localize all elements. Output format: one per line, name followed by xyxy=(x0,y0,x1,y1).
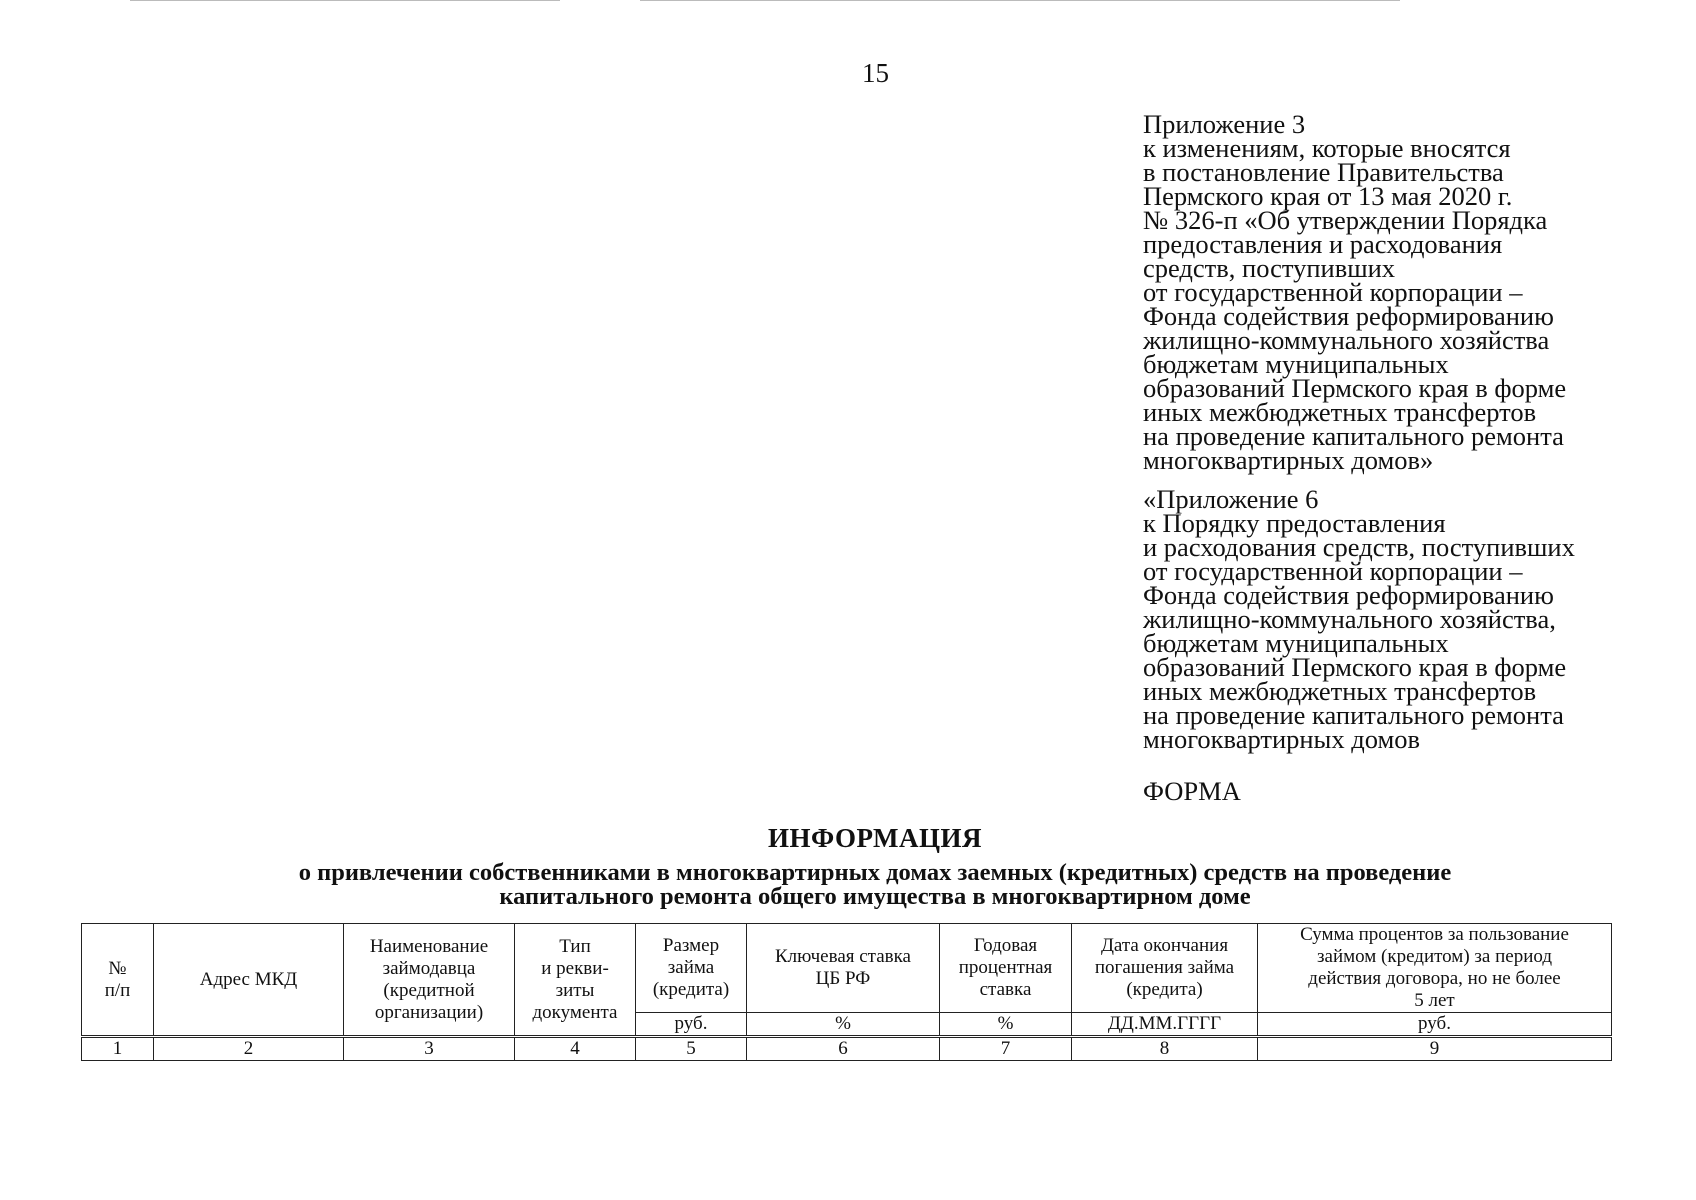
header-cell-annual-rate: Годовая процентная ставка xyxy=(940,924,1072,1013)
header-cell-end-date: Дата окончания погашения займа (кредита) xyxy=(1072,924,1258,1013)
annex-intro-line: предоставления и расходования xyxy=(1143,229,1503,259)
table-header-row xyxy=(82,924,1612,1013)
column-number-cell: 7 xyxy=(940,1037,1072,1061)
unit-cell: руб. xyxy=(1258,1013,1612,1037)
document-title: ИНФОРМАЦИЯ xyxy=(768,823,982,853)
annex-main-line: и расходования средств, поступивших xyxy=(1143,532,1575,562)
column-number-cell: 9 xyxy=(1258,1037,1612,1061)
subtitle-line-2: капитального ремонта общего имущества в многоквартирном доме xyxy=(499,883,1251,910)
scan-edge-mark xyxy=(640,0,1400,1)
unit-cell: % xyxy=(747,1013,940,1037)
annex-intro-line: в постановление Правительства xyxy=(1143,157,1504,187)
annex-intro-line: многоквартирных домов» xyxy=(1143,445,1434,475)
annex-intro-line: № 326-п «Об утверждении Порядка xyxy=(1143,205,1548,235)
annex-intro-line: от государственной корпорации – xyxy=(1143,277,1523,307)
column-number-cell: 3 xyxy=(344,1037,515,1061)
header-cell-address: Адрес МКД xyxy=(154,924,344,1037)
unit-cell: % xyxy=(940,1013,1072,1037)
column-number-cell: 6 xyxy=(747,1037,940,1061)
header-cell-interest-sum: Сумма процентов за пользование займом (кредитом) за период действия договора, но не более 5 лет xyxy=(1258,924,1612,1013)
annex-main-line: иных межбюджетных трансфертов xyxy=(1143,676,1537,706)
annex-intro-line: Пермского края от 13 мая 2020 г. xyxy=(1143,181,1513,211)
annex-intro-line: Фонда содействия реформированию xyxy=(1143,301,1554,331)
header-cell-loan-size: Размер займа (кредита) xyxy=(636,924,747,1013)
annex-main-line: от государственной корпорации – xyxy=(1143,556,1523,586)
subtitle-line-1: о привлечении собственниками в многоквартирных домах заемных (кредитных) средств на проведение xyxy=(298,859,1452,886)
info-table xyxy=(81,923,1612,1061)
page-number: 15 xyxy=(862,58,889,88)
table-column-numbers-row xyxy=(82,1037,1612,1061)
column-number-cell: 1 xyxy=(82,1037,154,1061)
annex-intro-block xyxy=(1143,109,1683,475)
annex-main-line: образований Пермского края в форме xyxy=(1143,652,1567,682)
annex-intro-line: иных межбюджетных трансфертов xyxy=(1143,397,1537,427)
column-number-cell: 2 xyxy=(154,1037,344,1061)
column-number-cell: 4 xyxy=(515,1037,636,1061)
annex-main-line: Фонда содействия реформированию xyxy=(1143,580,1554,610)
unit-cell: руб. xyxy=(636,1013,747,1037)
document-subtitle xyxy=(0,861,1696,909)
header-cell-number: № п/п xyxy=(82,924,154,1037)
annex-main-line: на проведение капитального ремонта xyxy=(1143,700,1564,730)
annex-intro-line: к изменениям, которые вносятся xyxy=(1143,133,1511,163)
annex-intro-line: средств, поступивших xyxy=(1143,253,1396,283)
annex-main-line: к Порядку предоставления xyxy=(1143,508,1446,538)
form-label: ФОРМА xyxy=(1143,776,1241,806)
annex-intro-line: жилищно-коммунального хозяйства xyxy=(1143,325,1550,355)
annex-main-line: жилищно-коммунального хозяйства, xyxy=(1143,604,1556,634)
unit-cell: ДД.ММ.ГГГГ xyxy=(1072,1013,1258,1037)
annex-main-line: бюджетам муниципальных xyxy=(1143,628,1449,658)
header-cell-document: Тип и рекви- зиты документа xyxy=(515,924,636,1037)
annex-main-line: «Приложение 6 xyxy=(1143,484,1319,514)
header-cell-lender: Наименование займодавца (кредитной организации) xyxy=(344,924,515,1037)
column-number-cell: 5 xyxy=(636,1037,747,1061)
header-cell-key-rate: Ключевая ставка ЦБ РФ xyxy=(747,924,940,1013)
annex-intro-line: Приложение 3 xyxy=(1143,109,1306,139)
annex-main-block xyxy=(1143,484,1683,754)
annex-intro-line: бюджетам муниципальных xyxy=(1143,349,1449,379)
column-number-cell: 8 xyxy=(1072,1037,1258,1061)
annex-intro-line: на проведение капитального ремонта xyxy=(1143,421,1564,451)
annex-intro-line: образований Пермского края в форме xyxy=(1143,373,1567,403)
scan-edge-mark xyxy=(130,0,560,1)
annex-main-line: многоквартирных домов xyxy=(1143,724,1420,754)
